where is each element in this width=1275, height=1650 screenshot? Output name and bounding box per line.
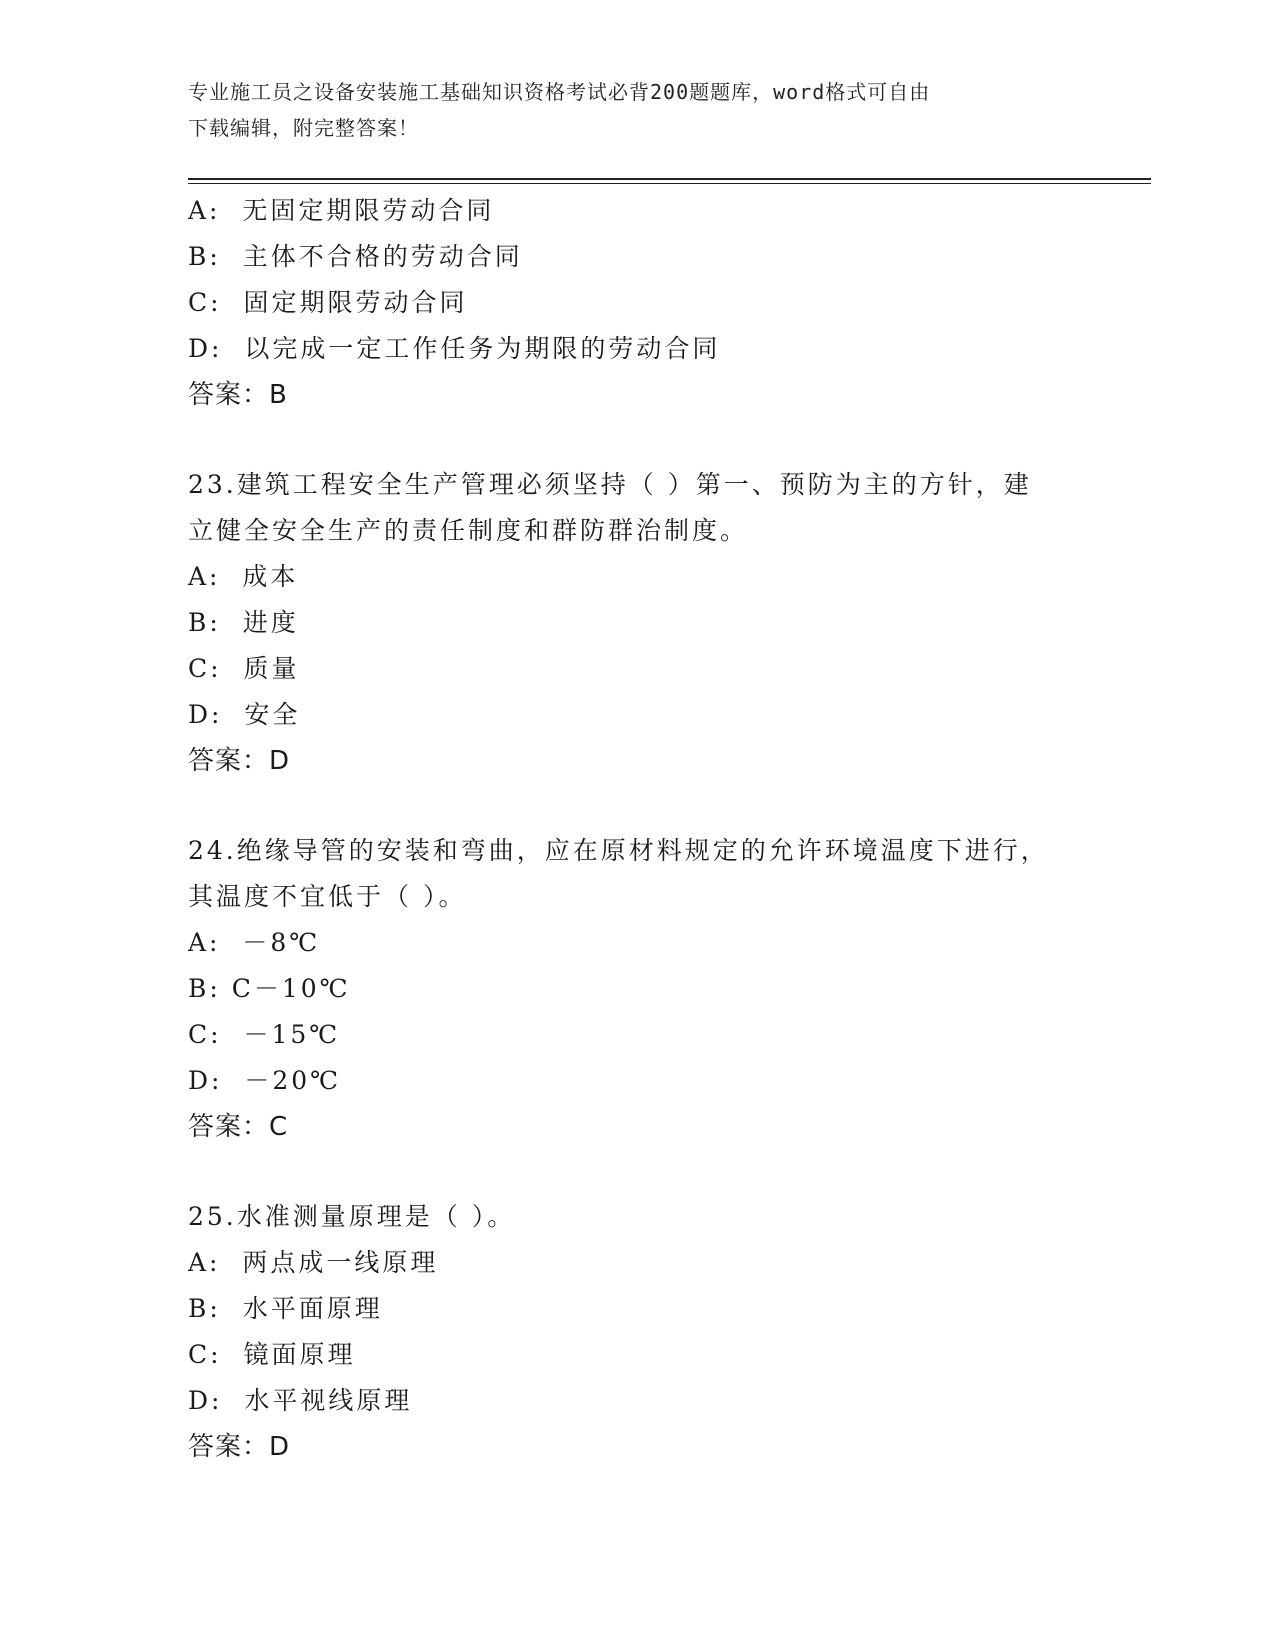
option-a: A: 成本 [188, 562, 299, 591]
question-24 [188, 828, 1088, 1150]
option-a: A: 无固定期限劳动合同 [188, 196, 495, 225]
answer-line: 答案：B [188, 380, 288, 410]
option-b: B: 主体不合格的劳动合同 [188, 242, 523, 271]
header-divider-thick [188, 178, 1151, 180]
question-25 [188, 1194, 1088, 1470]
question-23 [188, 462, 1088, 784]
header-divider-thin [188, 183, 1151, 184]
option-c: C: 固定期限劳动合同 [188, 288, 468, 317]
option-d: D: 以完成一定工作任务为期限的劳动合同 [188, 334, 721, 363]
option-c: C: 质量 [188, 654, 300, 683]
answer-line: 答案：D [188, 746, 291, 776]
option-a: A: 两点成一线原理 [188, 1248, 439, 1277]
answer-line: 答案：C [188, 1112, 289, 1142]
option-a: A: －8℃ [188, 928, 321, 957]
answer-line: 答案：D [188, 1432, 291, 1462]
question-stem-line-1: 25.水准测量原理是（ ）。 [188, 1202, 516, 1231]
question-stem-line-1: 23.建筑工程安全生产管理必须坚持（ ）第一、预防为主的方针，建 [188, 470, 1032, 499]
option-d: D: 水平视线原理 [188, 1386, 413, 1415]
option-b: B: 水平面原理 [188, 1294, 383, 1323]
option-c: C: －15℃ [188, 1020, 341, 1049]
option-c: C: 镜面原理 [188, 1340, 356, 1369]
header-title-line-1: 专业施工员之设备安装施工基础知识资格考试必背200题题库，word格式可自由 [188, 80, 931, 104]
option-b: B: C－10℃ [188, 974, 351, 1003]
question-stem-line-2: 其温度不宜低于（ ）。 [188, 882, 467, 911]
option-b: B: 进度 [188, 608, 299, 637]
question-list [188, 188, 1088, 1470]
document-header [188, 74, 1068, 146]
option-d: D: －20℃ [188, 1066, 342, 1095]
option-d: D: 安全 [188, 700, 301, 729]
question-22 [188, 188, 1088, 418]
question-stem-line-1: 24.绝缘导管的安装和弯曲，应在原材料规定的允许环境温度下进行， [188, 836, 1049, 865]
header-title-line-2: 下载编辑，附完整答案！ [188, 116, 419, 140]
question-stem-line-2: 立健全安全生产的责任制度和群防群治制度。 [188, 516, 749, 545]
